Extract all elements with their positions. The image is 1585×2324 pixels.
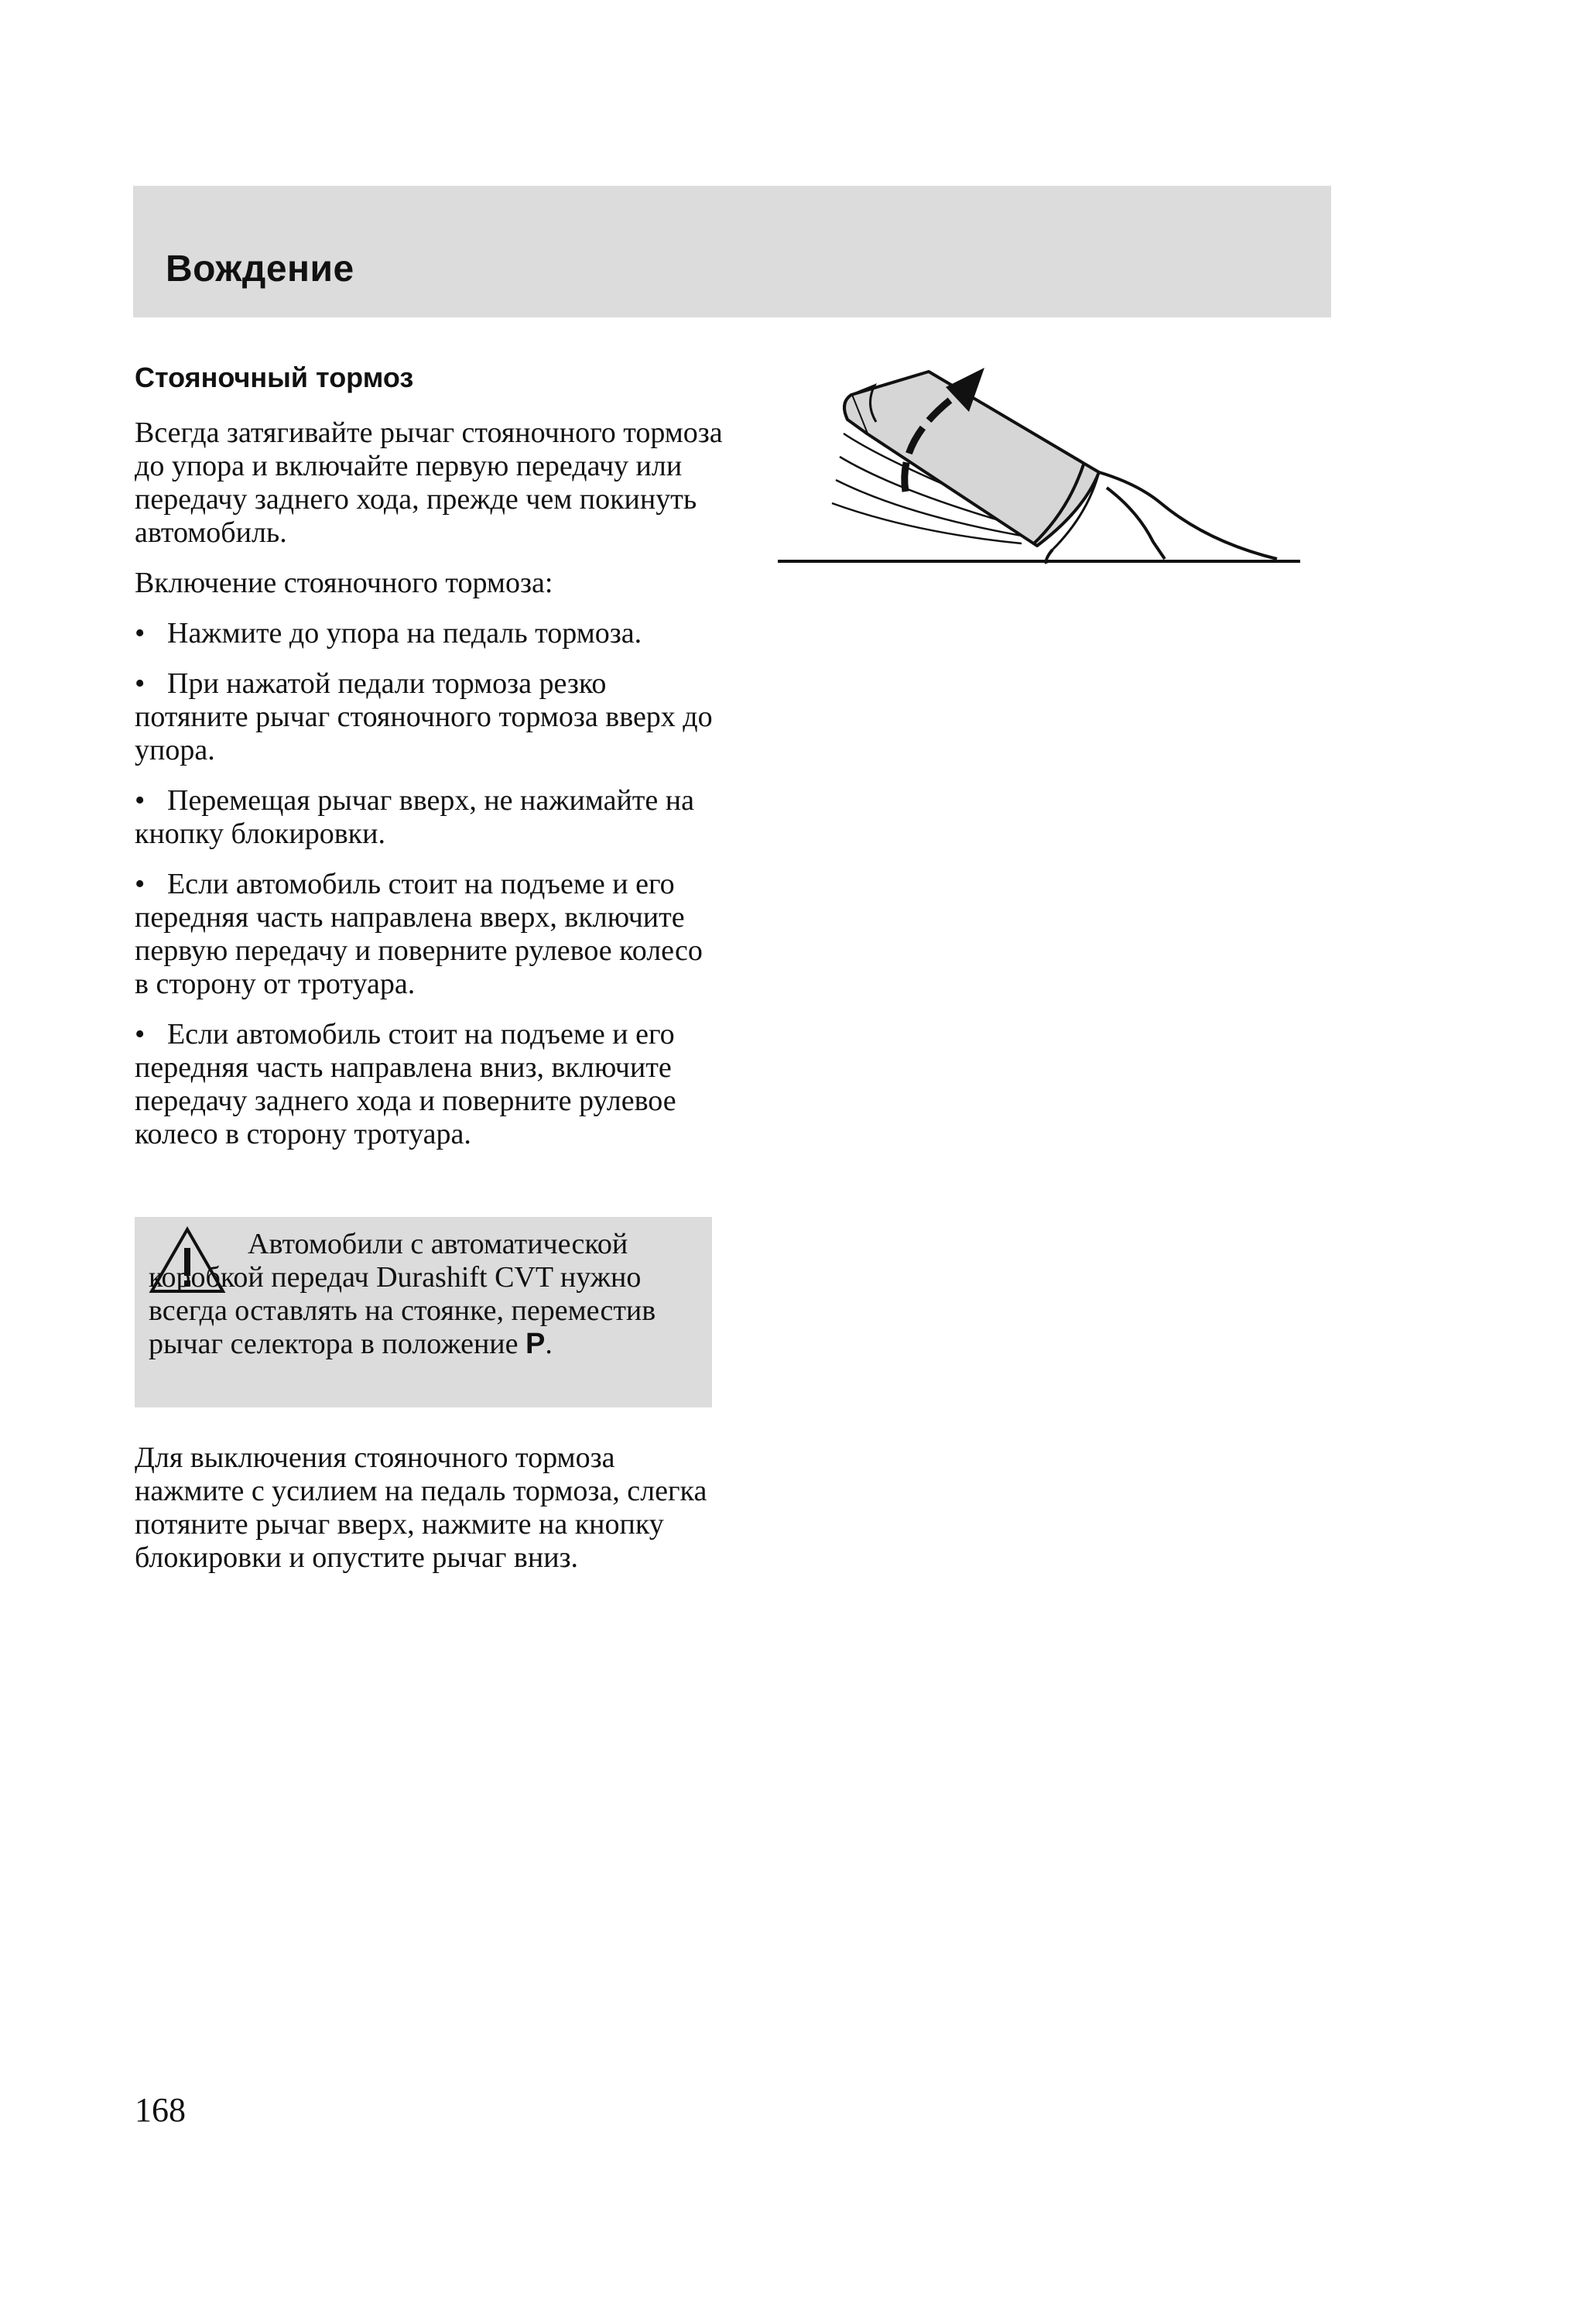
warning-box (135, 1217, 712, 1407)
bullet-icon: • (135, 868, 145, 900)
parking-brake-lever-illustration (774, 356, 1316, 573)
bullet-item: • Если автомобиль стоит на подъеме и его передняя часть направлена вниз, включите передачу заднего хода и поверните рулевое колесо в сторону тротуара. (135, 1018, 676, 1150)
section-title: Стояночный тормоз (135, 362, 414, 393)
bullet-icon: • (135, 617, 145, 650)
chapter-header (133, 186, 1331, 317)
bullet-item: • Нажмите до упора на педаль тормоза. (135, 617, 642, 650)
bullet-item: • Перемещая рычаг вверх, не нажимайте на кнопку блокировки. (135, 784, 694, 850)
bullet-item: • При нажатой педали тормоза резко потяните рычаг стояночного тормоза вверх до упора. (135, 667, 713, 766)
chapter-title: Вождение (166, 249, 354, 290)
release-paragraph: Для выключения стояночного тормоза нажмите с усилием на педаль тормоза, слегка потяните рычаг вверх, нажмите на кнопку блокировки и опустите рычаг вниз. (135, 1441, 707, 1574)
bullet-item: • Если автомобиль стоит на подъеме и его передняя часть направлена вверх, включите первую передачу и поверните рулевое колесо в сторону от тротуара. (135, 868, 703, 1000)
gear-position-p: P (525, 1328, 546, 1360)
intro-paragraph: Всегда затягивайте рычаг стояночного тормоза до упора и включайте первую передачу или передачу заднего хода, прежде чем покинуть автомобиль. (135, 416, 723, 549)
bullet-icon: • (135, 1018, 145, 1051)
main-column (135, 361, 723, 1168)
page-number: 168 (135, 2091, 186, 2129)
engage-heading: Включение стояночного тормоза: (135, 567, 553, 599)
bullet-icon: • (135, 784, 145, 817)
warning-text: Автомобили с автоматической коробкой передач Durashift CVT нужно всегда оставлять на стоянке, переместив рычаг селектора в положение P. (149, 1228, 656, 1360)
bullet-icon: • (135, 667, 145, 700)
